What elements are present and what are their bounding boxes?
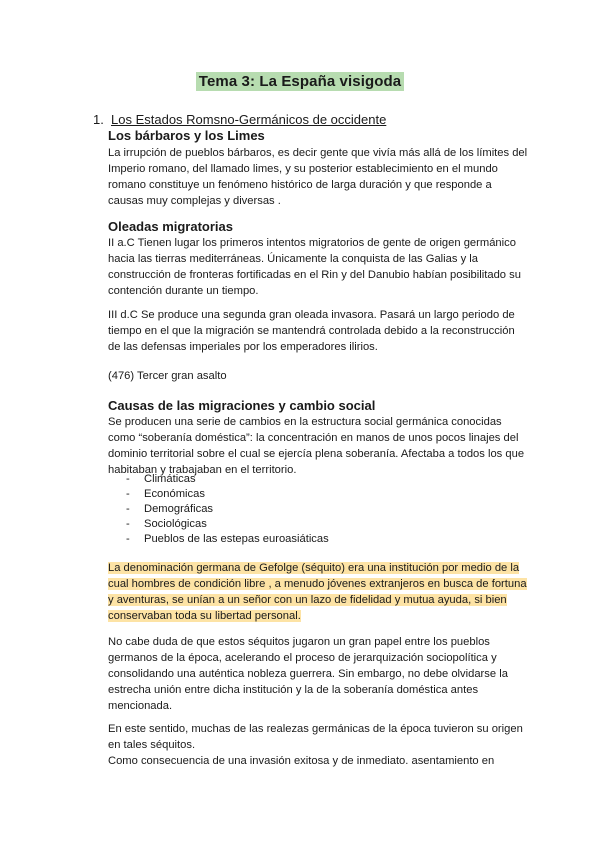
paragraph-oleadas-3: (476) Tercer gran asalto bbox=[108, 370, 227, 382]
highlighted-paragraph: La denominación germana de Gefolge (séquito) era una institución por medio de la cual hombres de condición libre , a menudo jóvenes extranjeros en busca de fortuna y aventuras, se unían a un señor con un lazo de fidelidad y mutua ayuda, si bien conservaban toda su libertad personal. bbox=[108, 562, 527, 622]
page-title: Tema 3: La España visigoda bbox=[196, 72, 404, 91]
section-number: 1. bbox=[93, 112, 104, 127]
section-title: Los Estados Romsno-Germánicos de occidente bbox=[111, 112, 387, 127]
paragraph-sequitos: No cabe duda de que estos séquitos jugaron un gran papel entre los pueblos germanos de la época, acelerando el proceso de jerarquización sociopolítica y consolidando una auténtica nobleza guerrera. Sin embargo, no debe olvidarse la estrecha unión entre dicha institución y la de la soberanía doméstica antes mencionada. bbox=[108, 636, 508, 712]
paragraph-realezas: En este sentido, muchas de las realezas germánicas de la época tuvieron su origen en tales séquitos. bbox=[108, 723, 523, 751]
paragraph-causas: Se producen una serie de cambios en la estructura social germánica conocidas como “soberanía doméstica”: la concentración en manos de unos pocos linajes del dominio territorial sobre el cual se ejercía plena soberanía. Afectaba a todos los que habitaban y trabajaban en el territorio. bbox=[108, 416, 525, 476]
heading-barbaros: Los bárbaros y los Limes bbox=[108, 128, 265, 143]
heading-oleadas: Oleadas migratorias bbox=[108, 219, 233, 234]
paragraph-barbaros: La irrupción de pueblos bárbaros, es decir gente que vivía más allá de los límites del Imperio romano, del llamado limes, y su posterior establecimiento en el mundo romano constituye un fenómeno histórico de larga duración y que responde a causas muy complejas y diversas . bbox=[108, 147, 528, 207]
list-item: - Sociológicas bbox=[126, 518, 207, 530]
paragraph-consecuencia: Como consecuencia de una invasión exitosa y de inmediato. asentamiento en bbox=[108, 755, 495, 767]
paragraph-oleadas-2: III d.C Se produce una segunda gran oleada invasora. Pasará un largo periodo de tiempo en el que la migración se mantendrá controlada debido a la reconstrucción de las defensas imperiales por los emperadores ilirios. bbox=[108, 309, 515, 353]
list-item: - Climáticas bbox=[126, 473, 196, 485]
heading-causas: Causas de las migraciones y cambio social bbox=[108, 398, 376, 413]
causes-list bbox=[126, 472, 329, 547]
list-item: - Económicas bbox=[126, 488, 205, 500]
list-item: - Pueblos de las estepas euroasiáticas bbox=[126, 533, 329, 545]
list-item: - Demográficas bbox=[126, 503, 214, 515]
paragraph-oleadas-1: II a.C Tienen lugar los primeros intentos migratorios de gente de origen germánico hacia las tierras mediterráneas. Únicamente la conquista de las Galias y la construcción de fronteras fortificadas en el Rin y del Danubio habían posibilitado su contención durante un tiempo. bbox=[108, 237, 521, 297]
